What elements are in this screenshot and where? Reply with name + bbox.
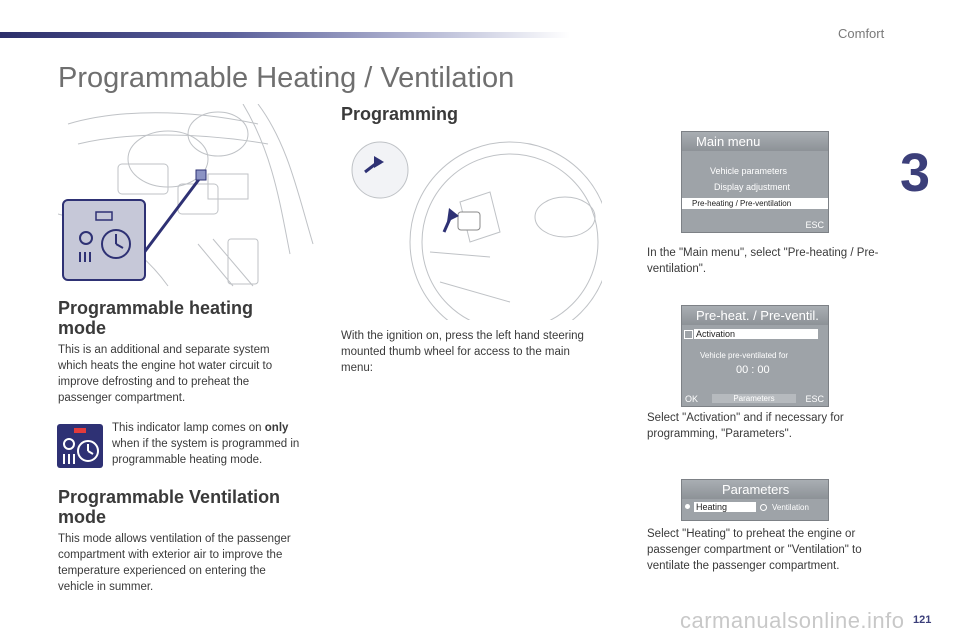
bullet-2-text: Select "Activation" and if necessary for programming, "Parameters".: [647, 412, 844, 440]
steering-wheel-illustration: [340, 132, 602, 320]
section-label: Comfort: [838, 26, 885, 41]
steering-wheel-drawing: [340, 132, 602, 320]
dashboard-illustration: [58, 104, 320, 290]
pre-ventilated-label: Vehicle pre-ventilated for: [700, 351, 789, 360]
preheat-screen: [681, 305, 829, 407]
heating-option[interactable]: Heating: [694, 502, 756, 512]
indicator-text-after: when if the system is programmed in programmable heating mode.: [112, 438, 300, 466]
parameters-button[interactable]: Parameters: [712, 394, 796, 403]
activation-checkbox[interactable]: [684, 330, 693, 339]
menu-item-display-adjustment[interactable]: Display adjustment: [714, 182, 791, 192]
page-title: Programmable Heating / Ventilation: [58, 62, 515, 94]
bullet-3-text: Select "Heating" to preheat the engine or passenger compartment or "Ventilation" to ventilate the passenger compartment.: [647, 528, 862, 572]
indicator-lamp-icon: [57, 424, 103, 468]
main-menu-title: Main menu: [682, 132, 828, 151]
activation-option[interactable]: Activation: [694, 329, 818, 339]
dashboard-drawing: [58, 104, 320, 290]
ventilation-option[interactable]: Ventilation: [772, 503, 809, 512]
heating-text: This is an additional and separate system which heats the engine hot water circuit to improve defrosting and to preheat the passenger compartment.: [58, 344, 273, 404]
ventilation-radio[interactable]: [760, 504, 767, 511]
esc-label[interactable]: ESC: [805, 220, 824, 230]
parameters-title: Parameters: [682, 480, 828, 499]
indicator-only: only: [264, 422, 289, 434]
ventilation-text: This mode allows ventilation of the passenger compartment with exterior air to improve the temperature experienced on entering the vehicle in summer.: [58, 533, 291, 593]
preheat-title: Pre-heat. / Pre-ventil.: [682, 306, 828, 325]
time-value[interactable]: 00 : 00: [736, 364, 770, 376]
indicator-text: [112, 420, 312, 468]
bullet-1-text: In the "Main menu", select "Pre-heating / Pre-ventilation".: [647, 247, 879, 275]
heating-ventilation-icon: [57, 424, 103, 468]
esc-label[interactable]: ESC: [805, 394, 824, 404]
heating-radio[interactable]: [685, 504, 690, 509]
indicator-text-before: This indicator lamp comes on: [112, 422, 262, 434]
programming-heading: Programming: [341, 104, 459, 124]
ventilation-heading: Programmable Ventilation mode: [58, 487, 281, 527]
ok-label[interactable]: OK: [685, 394, 699, 404]
watermark: carmanualsonline.info: [680, 608, 905, 633]
programming-text: With the ignition on, press the left hand steering mounted thumb wheel for access to the main menu:: [341, 330, 584, 374]
heating-heading: Programmable heating mode: [58, 298, 254, 338]
menu-item-pre-heating[interactable]: Pre-heating / Pre-ventilation: [682, 198, 829, 209]
page-number: 121: [913, 614, 932, 626]
header-bar: [0, 32, 570, 38]
menu-item-vehicle-parameters[interactable]: Vehicle parameters: [710, 166, 788, 176]
main-menu-screen: [681, 131, 829, 233]
chapter-number: 3: [900, 143, 931, 203]
parameters-screen: [681, 479, 829, 521]
